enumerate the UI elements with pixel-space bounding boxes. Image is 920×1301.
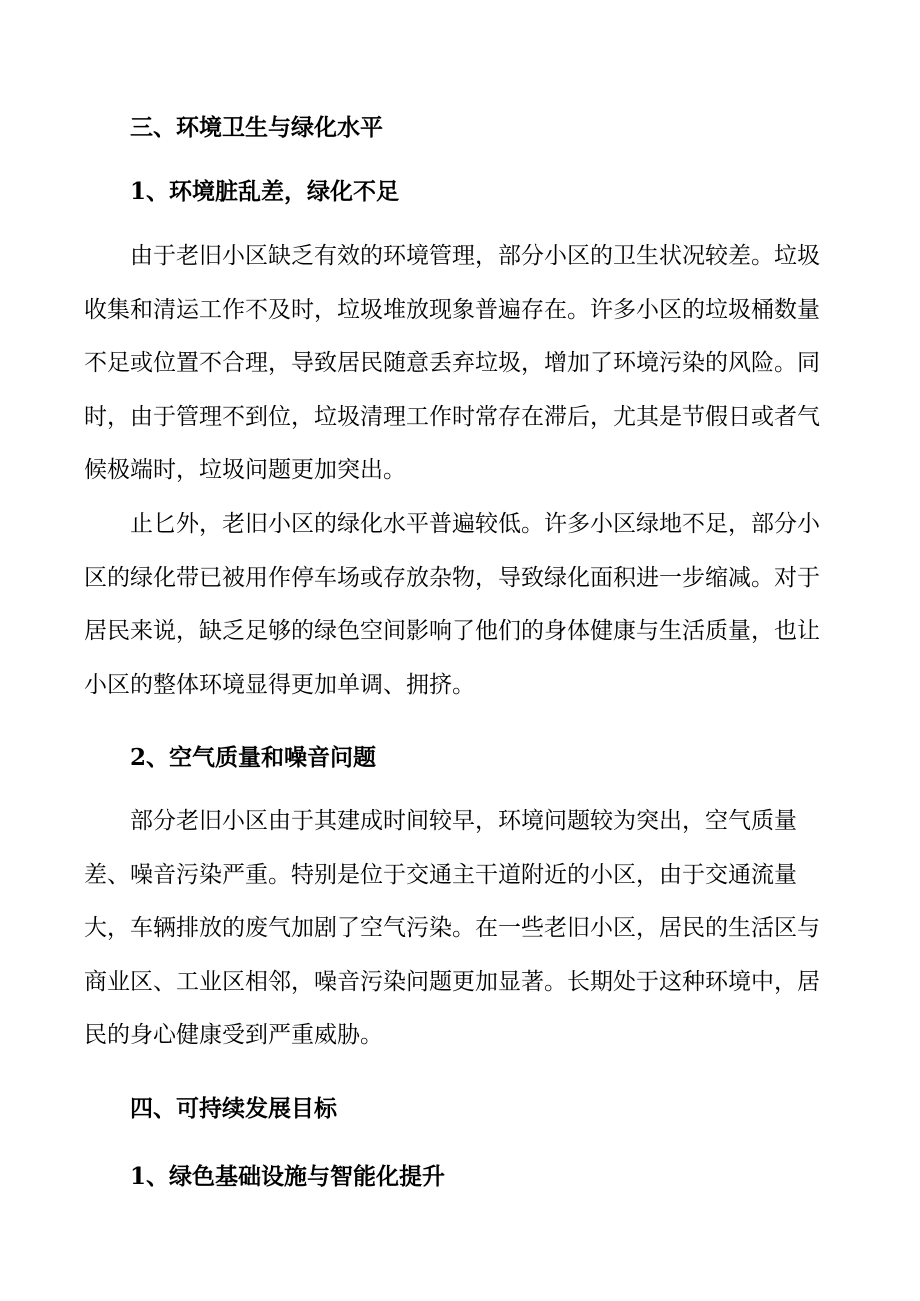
- paragraph-line: 小区的整体环境显得更加单调、拥挤。: [84, 671, 475, 698]
- paragraph-line: 区的绿化带已被用作停车场或存放杂物，导致绿化面积进一步缩减。对于: [84, 564, 820, 591]
- paragraph-line: 商业区、工业区相邻，噪音污染问题更加显著。长期处于这种环境中，居: [84, 968, 820, 995]
- subsection-title-3-1: 1、环境脏乱差，绿化不足: [130, 178, 400, 205]
- paragraph-line: 收集和清运工作不及时，垃圾堆放现象普遍存在。许多小区的垃圾桶数量: [84, 296, 820, 323]
- paragraph-line: 候极端时，垃圾问题更加突出。: [84, 457, 406, 484]
- paragraph-line: 时，由于管理不到位，垃圾清理工作时常存在滞后，尤其是节假日或者气: [84, 403, 820, 430]
- paragraph-line: 差、噪音污染严重。特别是位于交通主干道附近的小区，由于交通流量: [84, 861, 797, 888]
- paragraph-line: 大，车辆排放的废气加剧了空气污染。在一些老旧小区，居民的生活区与: [84, 915, 820, 942]
- paragraph-3-2-a: [84, 795, 824, 1063]
- section-heading-4: 四、可持续发展目标: [130, 1095, 337, 1122]
- paragraph-line: 止匕外，老旧小区的绿化水平普遍较低。许多小区绿地不足，部分小: [130, 511, 820, 537]
- paragraph-3-1-a: [84, 230, 824, 498]
- section-heading-3: 三、环境卫生与绿化水平: [130, 114, 383, 141]
- subsection-title-4-1: 1、绿色基础设施与智能化提升: [130, 1163, 446, 1190]
- paragraph-line: 不足或位置不合理，导致居民随意丢弃垃圾，增加了环境污染的风险。同: [84, 350, 820, 377]
- subsection-title-3-2: 2、空气质量和噪音问题: [130, 744, 377, 771]
- paragraph-line: 部分老旧小区由于其建成时间较早，环境问题较为突出，空气质量: [130, 808, 797, 834]
- paragraph-line: 由于老旧小区缺乏有效的环境管理，部分小区的卫生状况较差。垃圾: [130, 243, 820, 269]
- paragraph-line: 居民来说，缺乏足够的绿色空间影响了他们的身体健康与生活质量，也让: [84, 618, 820, 645]
- paragraph-3-1-b: [84, 498, 824, 712]
- paragraph-line: 民的身心健康受到严重威胁。: [84, 1022, 383, 1049]
